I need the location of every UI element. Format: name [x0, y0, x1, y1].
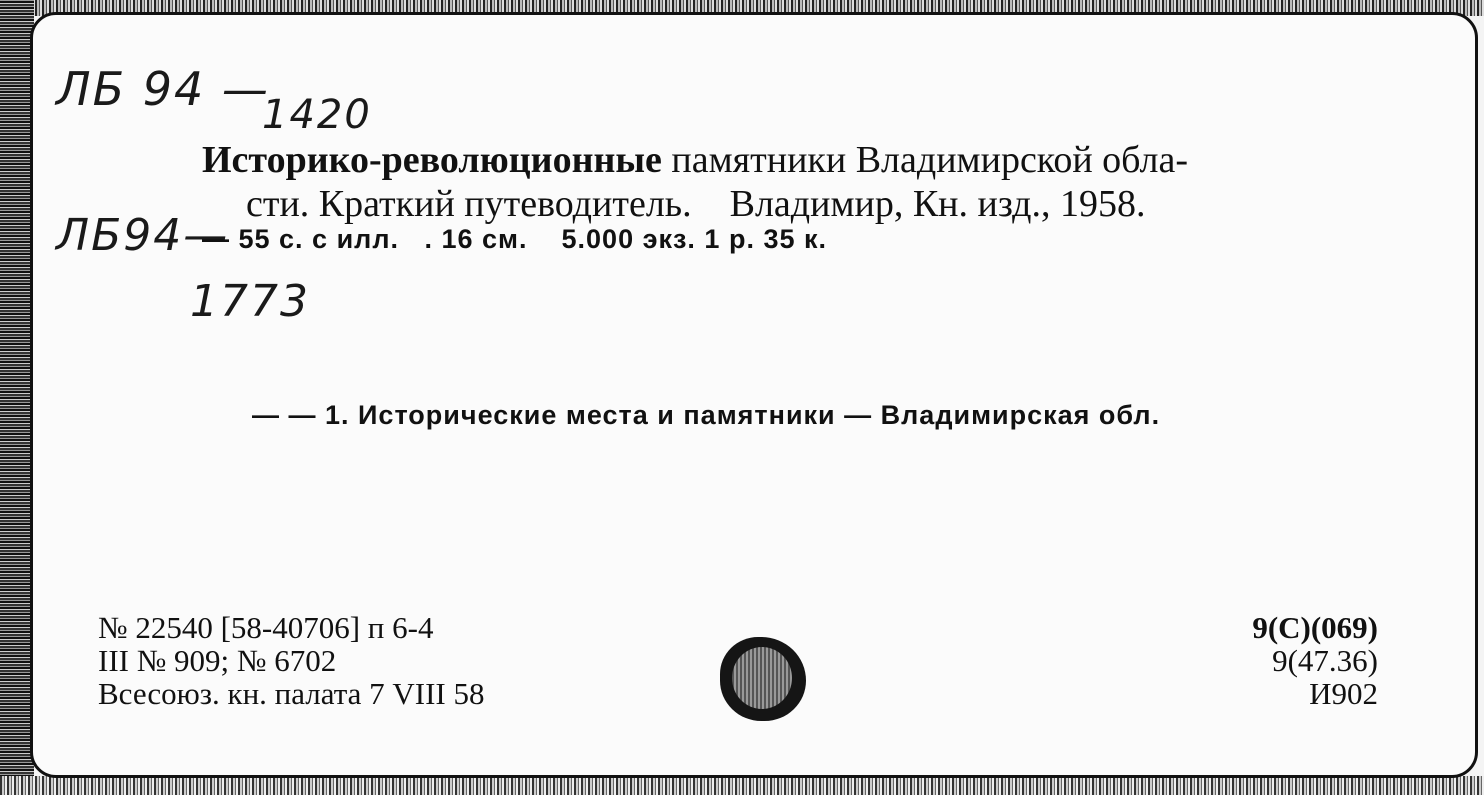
footer-series-number: III № 909; № 6702 [98, 643, 337, 678]
handwritten-number-top: 1420 [262, 92, 372, 138]
footer-author-mark: И902 [1309, 676, 1378, 711]
punch-hole [720, 637, 806, 721]
footer-classification-2: 9(47.36) [1272, 643, 1378, 678]
handwritten-code-middle: ЛБ94— [56, 210, 230, 261]
entry-title-rest: памятники Владимирской обла- [661, 139, 1189, 181]
entry-physical-line: — 55 с. с илл. . 16 см. 5.000 экз. 1 р. 35 к. [202, 224, 827, 254]
entry-imprint-line: сти. Краткий путеводитель. Владимир, Кн. изд., 1958. [246, 183, 1146, 225]
scan-edge-bottom [0, 776, 1484, 795]
footer-classification-1: 9(С)(069) [1252, 610, 1378, 645]
subject-heading: — — 1. Исторические места и памятники — Владимирская обл. [252, 400, 1161, 430]
handwritten-code-top: ЛБ 94 — [56, 62, 270, 116]
footer-chamber-date: Всесоюз. кн. палата 7 VIII 58 [98, 676, 485, 711]
entry-title-bold: Историко-революционные [202, 139, 662, 181]
scan-edge-left [0, 0, 34, 795]
entry-title-line [202, 138, 1188, 182]
handwritten-number-middle: 1773 [190, 276, 310, 327]
footer-record-number: № 22540 [58-40706] п 6-4 [98, 610, 434, 645]
